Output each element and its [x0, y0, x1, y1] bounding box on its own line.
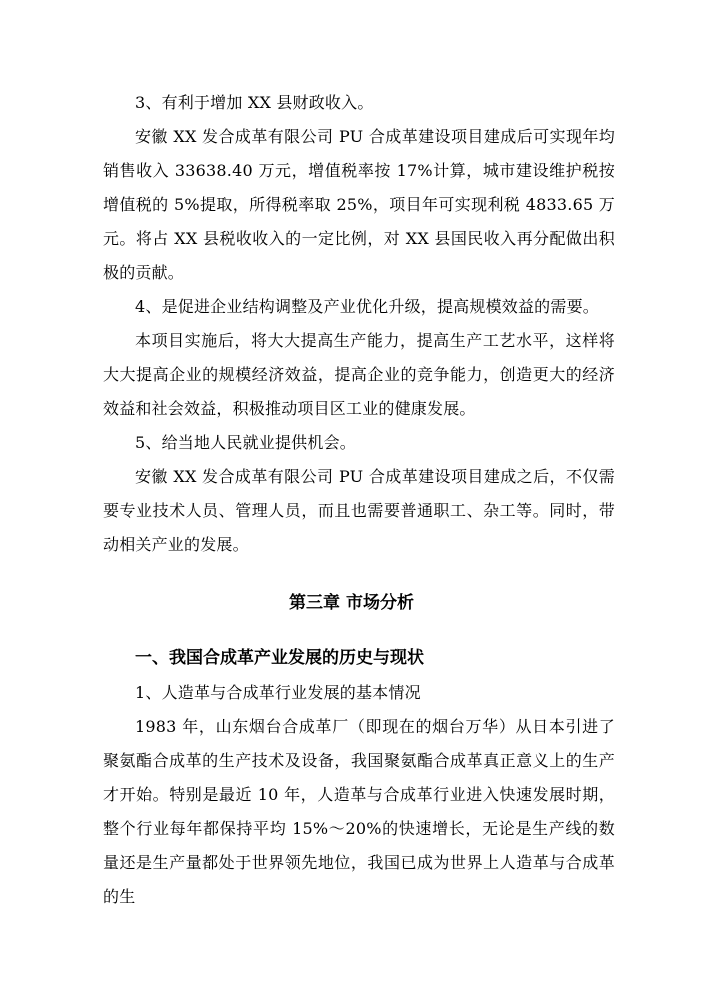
paragraph-employment: 安徽 XX 发合成革有限公司 PU 合成革建设项目建成之后，不仅需要专业技术人员、管理人员，而且也需要普通职工、杂工等。同时，带动相关产业的发展。 — [103, 467, 615, 554]
paragraph-structure-adjustment: 本项目实施后，将大大提高生产能力，提高生产工艺水平，这样将大大提高企业的规模经济效益，提高企业的竞争能力，创造更大的经济效益和社会效益，积极推动项目区工业的健康发展。 — [103, 331, 615, 418]
paragraph-fiscal-revenue: 安徽 XX 发合成革有限公司 PU 合成革建设项目建成后可实现年均销售收入 33638.40 万元，增值税率按 17%计算，城市建设维护税按增值税的 5%提取，所得税率取 25%，项目年可实现利税 4833.65 万元。将占 XX 县税收收入的一定比例，对 XX 县国民收入再分配做出积极的贡献。 — [103, 127, 615, 282]
chapter-title: 第三章 市场分析 — [289, 593, 414, 613]
paragraph-item-5-heading: 5、给当地人民就业提供机会。 — [135, 433, 356, 452]
paragraph-item-3-heading: 3、有利于增加 XX 县财政收入。 — [135, 93, 374, 112]
paragraph-item-4-heading: 4、是促进企业结构调整及产业优化升级，提高规模效益的需要。 — [135, 297, 599, 316]
paragraph-history: 1983 年，山东烟台合成革厂（即现在的烟台万华）从日本引进了聚氨酯合成革的生产技术及设备，我国聚氨酯合成革真正意义上的生产才开始。特别是最近 10 年，人造革与合成革行业进入快速发展时期，整个行业每年都保持平均 15%～20%的快速增长，无论是生产线的数量还是生产量都处于世界领先地位，我国已成为世界上人造革与合成革的生 — [103, 717, 615, 906]
subsection-title: 1、人造革与合成革行业发展的基本情况 — [135, 683, 421, 702]
section-title: 一、我国合成革产业发展的历史与现状 — [135, 648, 424, 668]
